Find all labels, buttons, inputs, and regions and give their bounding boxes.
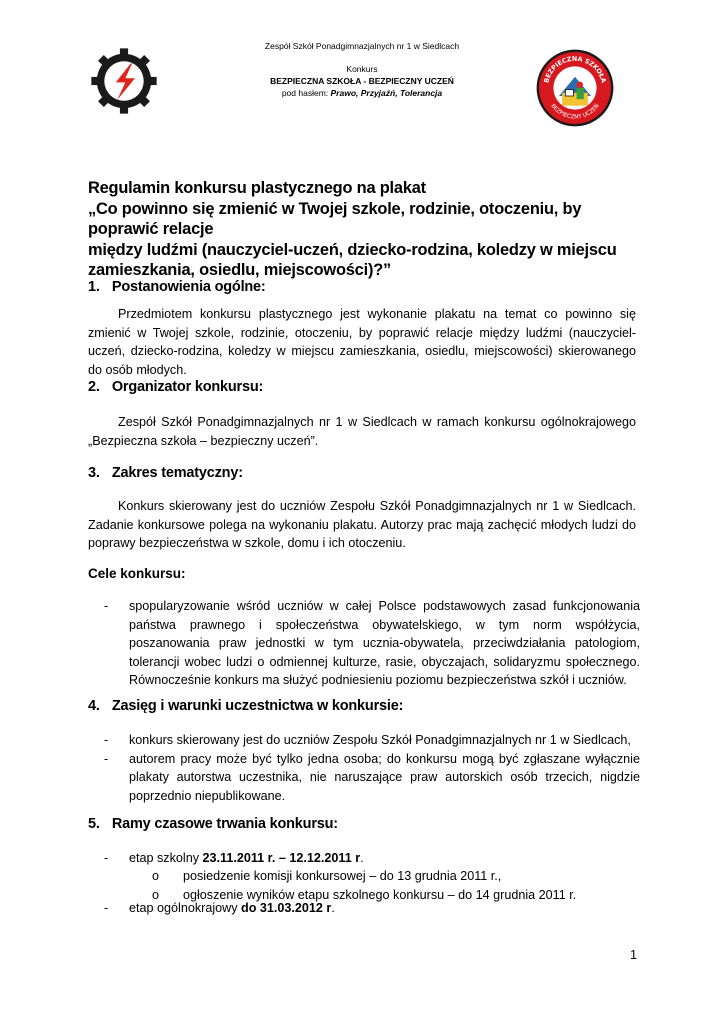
timeline-list-2 <box>88 899 640 918</box>
document-title: Regulamin konkursu plastycznego na plakat „Co powinno się zmienić w Twojej szkole, rodzinie, otoczeniu, by poprawić relacje między ludźmi (nauczyciel-uczeń, dziecko-rodzina, koledzy w miejscu zamieszkania, osiedlu, miejscowości)?” <box>88 179 617 279</box>
motto-line: pod hasłem: Prawo, Przyjaźń, Tolerancja <box>281 88 443 98</box>
school-name: Zespół Szkół Ponadgimnazjalnych nr 1 w Siedlcach <box>264 41 460 51</box>
list-item: - spopularyzowanie wśród uczniów w całej Polsce podstawowych zasad funkcjonowania państwa prawnego i społeczeństwa obywatelskiego, w tym norm współżycia, poszanowania praw jednostki w tym ucznia-obywatela, przeciwdziałania patologiom, tolerancji wobec ludzi o odmiennej kulturze, rasie, obyczajach, solidaryzmu społecznego. Równocześnie konkurs ma służyć podniesieniu poziomu bezpieczeństwa szkół i uczniów. <box>104 599 640 687</box>
section-heading-5: 5. Ramy czasowe trwania konkursu: <box>88 816 338 832</box>
list-item: o ogłoszenie wyników etapu szkolnego konkursu – do 14 grudnia 2011 r. <box>152 887 577 902</box>
list-item: - etap szkolny 23.11.2011 r. – 12.12.2011 r. <box>104 851 364 865</box>
page-number: 1 <box>630 948 638 962</box>
section-text-2: Zespół Szkół Ponadgimnazjalnych nr 1 w Siedlcach w ramach konkursu ogólnokrajowego „Bezpieczna szkoła – bezpieczny uczeń”. <box>88 415 636 448</box>
contest-name: BEZPIECZNA SZKOŁA - BEZPIECZNY UCZEŃ <box>270 76 454 86</box>
section-heading-1: 1. Postanowienia ogólne: <box>88 279 266 295</box>
badge-bottom-text: BEZPIECZNY UCZEŃ <box>549 103 601 121</box>
badge-top-text: BEZPIECZNA SZKOŁA <box>542 54 608 84</box>
goals-heading: Cele konkursu: <box>88 566 186 581</box>
section-heading-4: 4. Zasięg i warunki uczestnictwa w konkursie: <box>88 698 404 714</box>
contest-badge <box>535 48 615 128</box>
timeline-list <box>88 849 640 868</box>
section-heading-3: 3. Zakres tematyczny: <box>88 465 243 481</box>
section-text-1: Przedmiotem konkursu plastycznego jest wykonanie plakatu na temat co powinno się zmienić w Twojej szkole, rodzinie, otoczeniu, by poprawić relacje między ludźmi (nauczyciel-uczeń, dziecko-rodzina, koledzy w miejscu zamieszkania, osiedlu, miejscowości) skierowanego do osób młodych. <box>88 307 636 377</box>
school-logo <box>90 47 158 115</box>
section-text-3: Konkurs skierowany jest do uczniów Zespołu Szkół Ponadgimnazjalnych nr 1 w Siedlcach. Zadanie konkursowe polega na wykonaniu plakatu. Autorzy prac mają zachęcić młodych ludzi do poprawy bezpieczeństwa w szkole, domu i ich otoczeniu. <box>88 499 636 550</box>
list-item: - autorem pracy może być tylko jedna osoba; do konkursu mogą być zgłaszane wyłącznie plakaty autorstwa uczestnika, nie naruszające praw autorskich osób trzecich, nigdzie poprzednio niepublikowane. <box>104 751 640 803</box>
list-item: o posiedzenie komisji konkursowej – do 13 grudnia 2011 r., <box>152 869 502 883</box>
contest-label: Konkurs <box>346 64 378 74</box>
motto: Prawo, Przyjaźń, Tolerancja <box>330 88 443 98</box>
list-item: - konkurs skierowany jest do uczniów Zespołu Szkół Ponadgimnazjalnych nr 1 w Siedlcach, <box>104 733 631 747</box>
goals-list <box>88 597 640 690</box>
participation-list <box>88 731 640 805</box>
section-heading-2: 2. Organizator konkursu: <box>88 379 264 395</box>
list-item: - etap ogólnokrajowy do 31.03.2012 r. <box>104 901 335 915</box>
